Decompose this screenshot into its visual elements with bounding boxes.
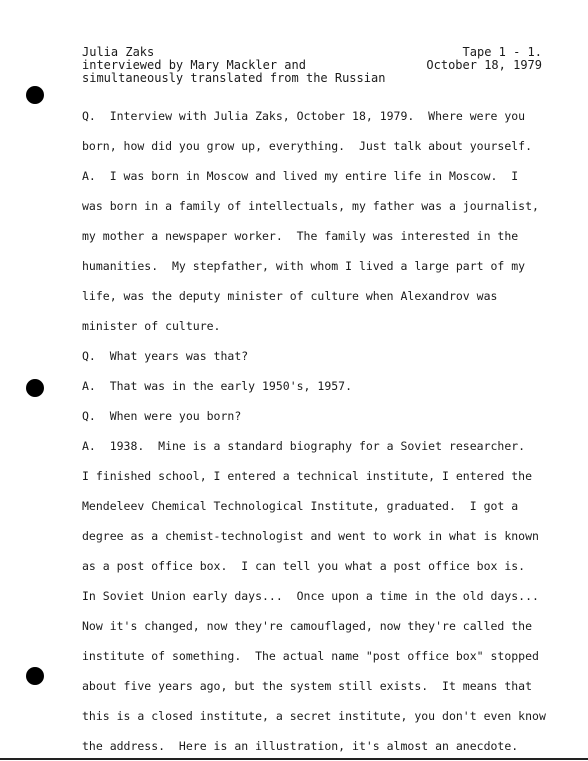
translation-note: simultaneously translated from the Russian [82,71,386,85]
transcript-line: institute of something. The actual name "post office box" stopped [82,649,539,663]
transcript-line: Now it's changed, now they're camouflaged, now they're called the [82,619,533,633]
transcript-line: the address. Here is an illustration, it's almost an anecdote. [82,739,519,753]
transcript-line: degree as a chemist-technologist and went to work in what is known [82,529,539,543]
transcript-line: A. I was born in Moscow and lived my entire life in Moscow. I [82,169,519,183]
tape-info [426,46,542,72]
interviewee-name: Julia Zaks [82,45,155,59]
transcript-line: about five years ago, but the system still exists. It means that [82,679,533,693]
transcript-line: Q. When were you born? [82,409,242,423]
punch-hole [26,667,44,685]
transcript-line: this is a closed institute, a secret institute, you don't even know [82,709,546,723]
transcript-line: as a post office box. I can tell you what a post office box is. [82,559,526,573]
transcript-line: I finished school, I entered a technical institute, I entered the [82,469,533,483]
transcript-line: humanities. My stepfather, with whom I lived a large part of my [82,259,526,273]
transcript-line: life, was the deputy minister of culture when Alexandrov was [82,289,498,303]
transcript-line: my mother a newspaper worker. The family was interested in the [82,229,519,243]
tape-number: Tape 1 - 1. [462,45,542,59]
interview-credits [82,46,385,85]
interview-date: October 18, 1979 [426,58,542,72]
transcript-body [82,101,552,761]
transcript-line: A. That was in the early 1950's, 1957. [82,379,353,393]
transcript-line: born, how did you grow up, everything. Just talk about yourself. [82,139,533,153]
transcript-header [82,46,542,86]
transcript-line: In Soviet Union early days... Once upon a time in the old days... [82,589,539,603]
punch-hole [26,86,44,104]
transcript-line: Q. Interview with Julia Zaks, October 18, 1979. Where were you [82,109,526,123]
punch-hole [26,379,44,397]
transcript-line: was born in a family of intellectuals, my father was a journalist, [82,199,539,213]
transcript-line: minister of culture. [82,319,221,333]
transcript-line: A. 1938. Mine is a standard biography for a Soviet researcher. [82,439,526,453]
interviewer-credit: interviewed by Mary Mackler and [82,58,306,72]
transcript-line: Mendeleev Chemical Technological Institute, graduated. I got a [82,499,519,513]
transcript-line: Q. What years was that? [82,349,249,363]
